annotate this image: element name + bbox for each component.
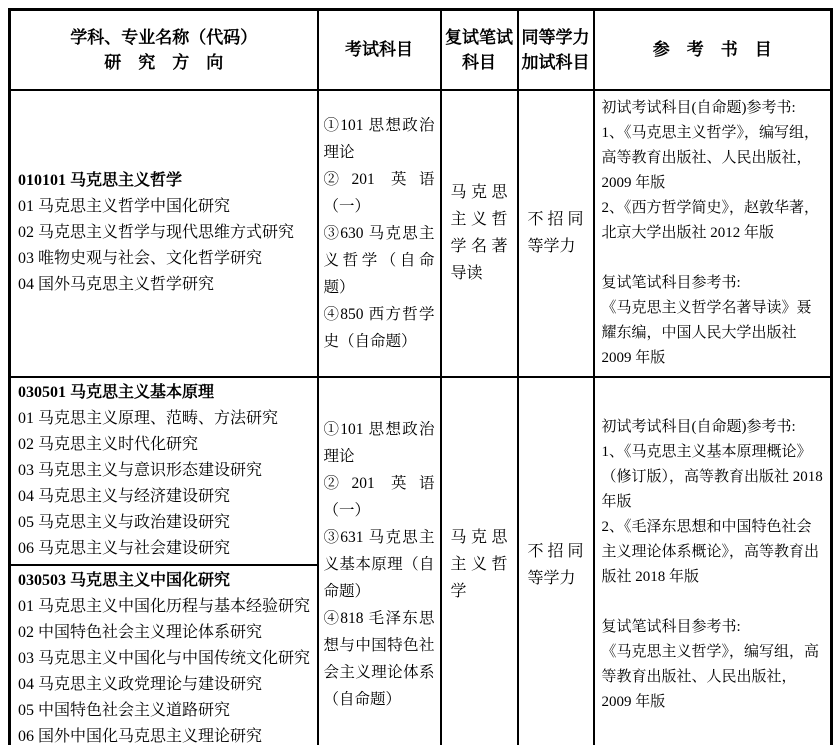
retest-subject-cell-030501-030503: [441, 377, 518, 745]
research-direction: 04 国外马克思主义哲学研究: [18, 276, 215, 293]
program-cell-010101: [10, 90, 318, 377]
research-direction: 01 马克思主义哲学中国化研究: [18, 198, 231, 215]
reference-line: 《马克思主义哲学》，编写组，高等教育出版社、人民出版社，2009 年版: [601, 643, 820, 710]
program-code-title: 010101 马克思主义哲学: [18, 172, 183, 189]
program-cell-030501: [10, 377, 318, 565]
exam-subject: ②201 英语（一）: [323, 475, 435, 519]
research-direction: 03 马克思主义中国化与中国传统文化研究: [18, 649, 311, 667]
reference-line: 1、《马克思主义基本原理概论》（修订版），高等教育出版社 2018 年版: [601, 443, 823, 510]
exam-subject: ①101 思想政治理论: [323, 116, 435, 161]
reference-line: 2、《西方哲学简史》，赵敦华著，北京大学出版社 2012 年版: [601, 199, 820, 241]
exam-subjects-cell-010101: [318, 90, 441, 377]
exam-subject: ④818 毛泽东思想与中国特色社会主义理论体系（自命题）: [323, 610, 435, 708]
exam-subject: ④850 西方哲学史（自命题）: [323, 305, 435, 350]
exam-subject: ③631 马克思主义基本原理（自命题）: [323, 529, 435, 600]
header-retest-subjects: 复试笔试科目: [441, 10, 518, 90]
research-direction: 04 马克思主义与经济建设研究: [18, 487, 231, 505]
program-code-title: 030501 马克思主义基本原理: [18, 383, 215, 401]
retest-subject-cell-010101: [441, 90, 518, 377]
blank-line: [602, 590, 826, 615]
equivalency-note: 不招同等学力: [527, 542, 584, 587]
research-direction: 01 马克思主义原理、范畴、方法研究: [18, 409, 279, 427]
exam-subject: ①101 思想政治理论: [323, 421, 435, 465]
research-direction: 02 中国特色社会主义理论体系研究: [18, 623, 263, 641]
research-direction: 05 马克思主义与政治建设研究: [18, 513, 231, 531]
exam-subject: ③630 马克思主义哲学（自命题）: [323, 224, 435, 296]
header-program-column: [10, 10, 318, 90]
program-code-title: 030503 马克思主义中国化研究: [18, 571, 231, 589]
equivalency-cell-030501-030503: [518, 377, 594, 745]
research-direction: 06 国外中国化马克思主义理论研究: [18, 727, 263, 745]
research-direction: 02 马克思主义哲学与现代思维方式研究: [18, 224, 295, 241]
reference-line: 复试笔试科目参考书:: [601, 618, 741, 635]
header-equivalency-subjects: 同等学力加试科目: [518, 10, 594, 90]
research-direction: 02 马克思主义时代化研究: [18, 435, 199, 453]
reference-line: 2、《毛泽东思想和中国特色社会主义理论体系概论》，高等教育出版社 2018 年版: [601, 518, 820, 585]
admissions-table: [8, 8, 833, 745]
exam-subjects-cell-030501-030503: [318, 377, 441, 745]
references-cell-030501-030503: [594, 377, 832, 745]
header-program-line1: 学科、专业名称（代码）: [70, 27, 258, 47]
reference-line: 复试笔试科目参考书:: [601, 274, 741, 291]
table-row: [10, 377, 832, 565]
program-cell-030503: [10, 565, 318, 745]
blank-line: [602, 246, 826, 271]
reference-line: 1、《马克思主义哲学》，编写组，高等教育出版社、人民出版社，2009 年版: [601, 124, 820, 191]
equivalency-note: 不招同等学力: [527, 211, 584, 255]
retest-subject: 马克思主义哲学: [450, 529, 508, 600]
references-cell-010101: [594, 90, 832, 377]
header-reference-books: 参 考 书 目: [594, 10, 832, 90]
research-direction: 05 中国特色社会主义道路研究: [18, 701, 231, 719]
table-row: [10, 90, 832, 377]
research-direction: 04 马克思主义政党理论与建设研究: [18, 675, 263, 693]
research-direction: 03 马克思主义与意识形态建设研究: [18, 461, 263, 479]
header-program-line2: 研 究 方 向: [104, 52, 224, 72]
header-exam-subjects: 考试科目: [318, 10, 441, 90]
research-direction: 01 马克思主义中国化历程与基本经验研究: [18, 597, 311, 615]
retest-subject: 马克思主义哲学名著导读: [450, 184, 508, 282]
research-direction: 03 唯物史观与社会、文化哲学研究: [18, 250, 263, 267]
exam-subject: ②201 英语（一）: [323, 170, 435, 215]
reference-line: 初试考试科目(自命题)参考书:: [601, 418, 796, 435]
reference-line: 《马克思主义哲学名著导读》聂耀东编，中国人民大学出版社 2009 年版: [601, 299, 812, 366]
equivalency-cell-010101: [518, 90, 594, 377]
reference-line: 初试考试科目(自命题)参考书:: [601, 99, 796, 116]
table-header-row: [10, 10, 832, 90]
research-direction: 06 马克思主义与社会建设研究: [18, 539, 231, 557]
